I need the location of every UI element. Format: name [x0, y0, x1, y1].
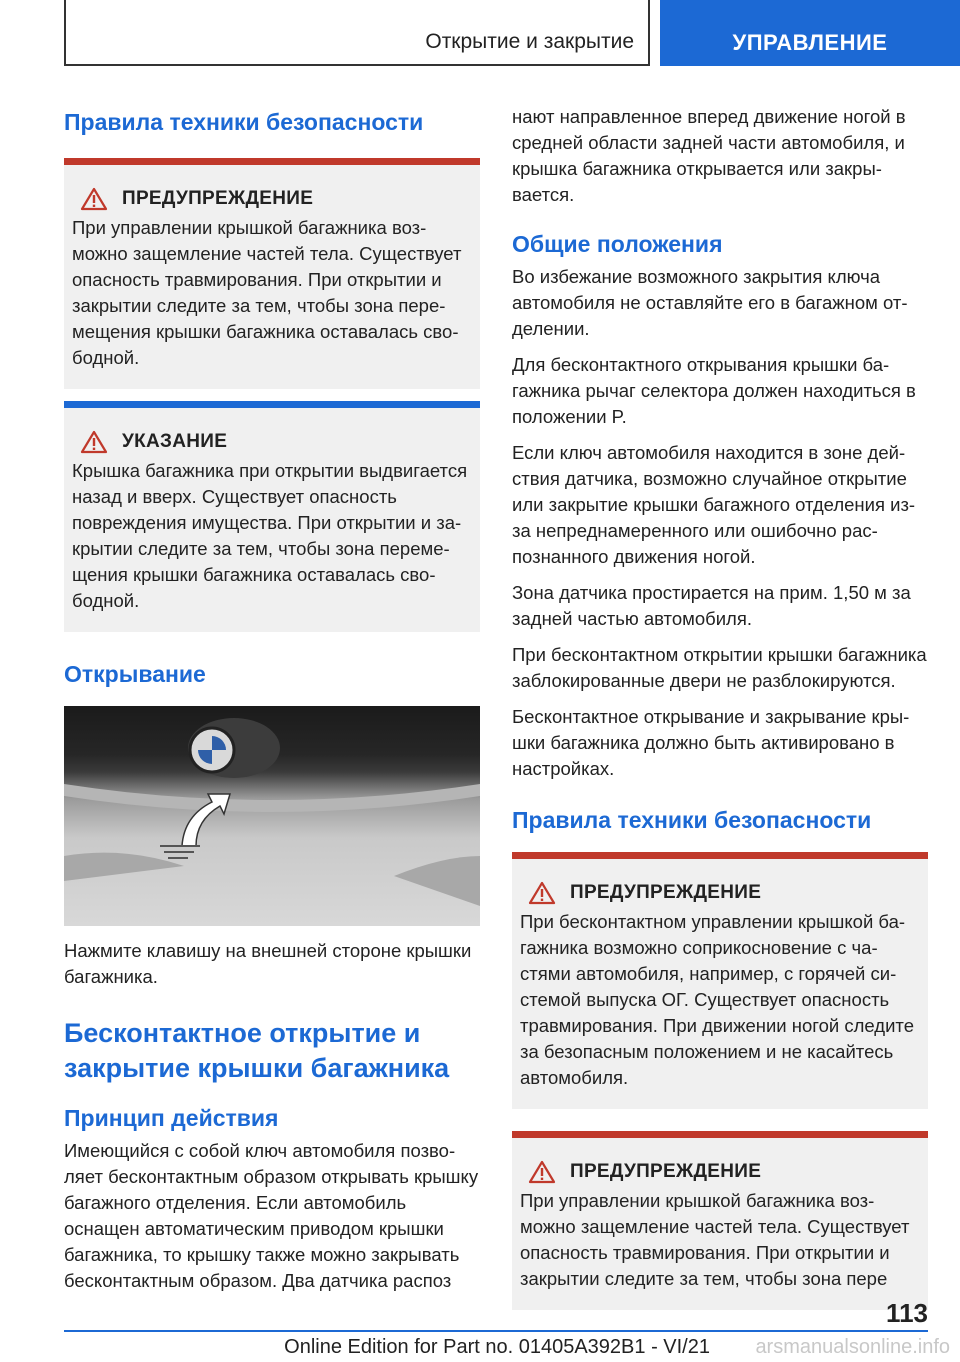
trunk-illustration [64, 706, 480, 926]
safety-heading-2: Правила техники безопасности [512, 806, 872, 833]
warning-text: При управлении крышкой багажника возможно защемление частей тела. Существует опасность травмирования. При открытии и закрытии следите за тем, чтобы зона перемещения крышки багажника оставалась свободной. [72, 216, 462, 368]
general-heading: Общие положения [512, 231, 723, 257]
principle-text: Имеющийся с собой ключ автомобиля позволяет бесконтактным образом открывать крышку багажного отделения. Если автомобиль оснащен автоматическим приводом крышки багажника, то крышку также можно закрывать бесконтактным образом. Два датчика распоз [64, 1139, 479, 1291]
header-section-label: Открытие и закрытие [425, 30, 634, 53]
warning-box-2 [512, 852, 928, 1109]
trunk-button-photo [64, 706, 480, 926]
header-section-tab [64, 0, 650, 66]
warning-text-3: При управлении крышкой багажника возможно защемление частей тела. Существует опасность травмирования. При открытии и закрытии следите за тем, чтобы зона пере [520, 1189, 910, 1289]
watermark: arsmanualsonline.info [755, 1336, 950, 1358]
warning-triangle-icon [80, 430, 108, 454]
general-paragraph-5: При бесконтактном открытии крышки багажника заблокированные двери не разблокируются. [512, 643, 927, 691]
edition-label: Online Edition for Part no. 01405A392B1 - VI/21 [284, 1336, 710, 1358]
warning-header-2 [520, 881, 918, 905]
general-paragraph-6: Бесконтактное открывание и закрывание крышки багажника должно быть активировано в настройках. [512, 705, 910, 779]
principle-heading: Принцип действия [64, 1104, 279, 1131]
warning-title-2: ПРЕДУПРЕЖДЕНИЕ [570, 881, 762, 903]
warning-title-3: ПРЕДУПРЕЖДЕНИЕ [570, 1160, 762, 1182]
contactless-heading: Бесконтактное открытие и закрытие крышки багажника [64, 1017, 450, 1083]
note-box [64, 401, 480, 632]
note-title: УКАЗАНИЕ [122, 430, 228, 452]
warning-header [72, 187, 470, 211]
left-column [64, 94, 480, 1294]
warning-box-3 [512, 1131, 928, 1310]
safety-heading: Правила техники безопасности [64, 109, 424, 135]
footer-divider [64, 1330, 928, 1332]
header-chapter-label: УПРАВЛЕНИЕ [732, 30, 888, 55]
opening-caption: Нажмите клавишу на внешней стороне крышки багажника. [64, 939, 472, 987]
general-paragraph-4: Зона датчика простирается на прим. 1,50 м за задней частью автомобиля. [512, 581, 911, 629]
opening-heading: Открывание [64, 660, 206, 687]
warning-triangle-icon [80, 187, 108, 211]
warning-title: ПРЕДУПРЕЖДЕНИЕ [122, 187, 314, 209]
warning-box [64, 158, 480, 389]
warning-header-3 [520, 1160, 918, 1184]
warning-text-2: При бесконтактном управлении крышкой багажника возможно соприкосновение с частями автомобиля, например, с горячей системой выпуска ОГ. Существует опасность травмирования. При движении ногой следите за безопасным положением и не касайтесь автомобиля. [520, 910, 914, 1088]
note-text: Крышка багажника при открытии выдвигается назад и вверх. Существует опасность повреждения имущества. При открытии и закрытии следите за тем, чтобы зона перемещения крышки багажника оставалась свободной. [72, 459, 468, 611]
continued-text: нают направленное вперед движение ногой в средней области задней части автомобиля, и крышка багажника открывается или закрывается. [512, 106, 906, 205]
header-chapter-tab [660, 0, 960, 66]
warning-triangle-icon [528, 1160, 556, 1184]
page-header [64, 0, 960, 66]
right-column [512, 94, 928, 1310]
page-number: 113 [886, 1298, 928, 1328]
warning-triangle-icon [528, 881, 556, 905]
general-paragraph-3: Если ключ автомобиля находится в зоне действия датчика, возможно случайное открытие или закрытие крышки багажного отделения из-за непреднамеренного или ошибочно распознанного движения ногой. [512, 441, 916, 567]
note-header [72, 430, 470, 454]
general-paragraph-1: Во избежание возможного закрытия ключа автомобиля не оставляйте его в багажном отделении. [512, 265, 908, 339]
general-paragraph-2: Для бесконтактного открывания крышки багажника рычаг селектора должен находиться в положении P. [512, 353, 916, 427]
